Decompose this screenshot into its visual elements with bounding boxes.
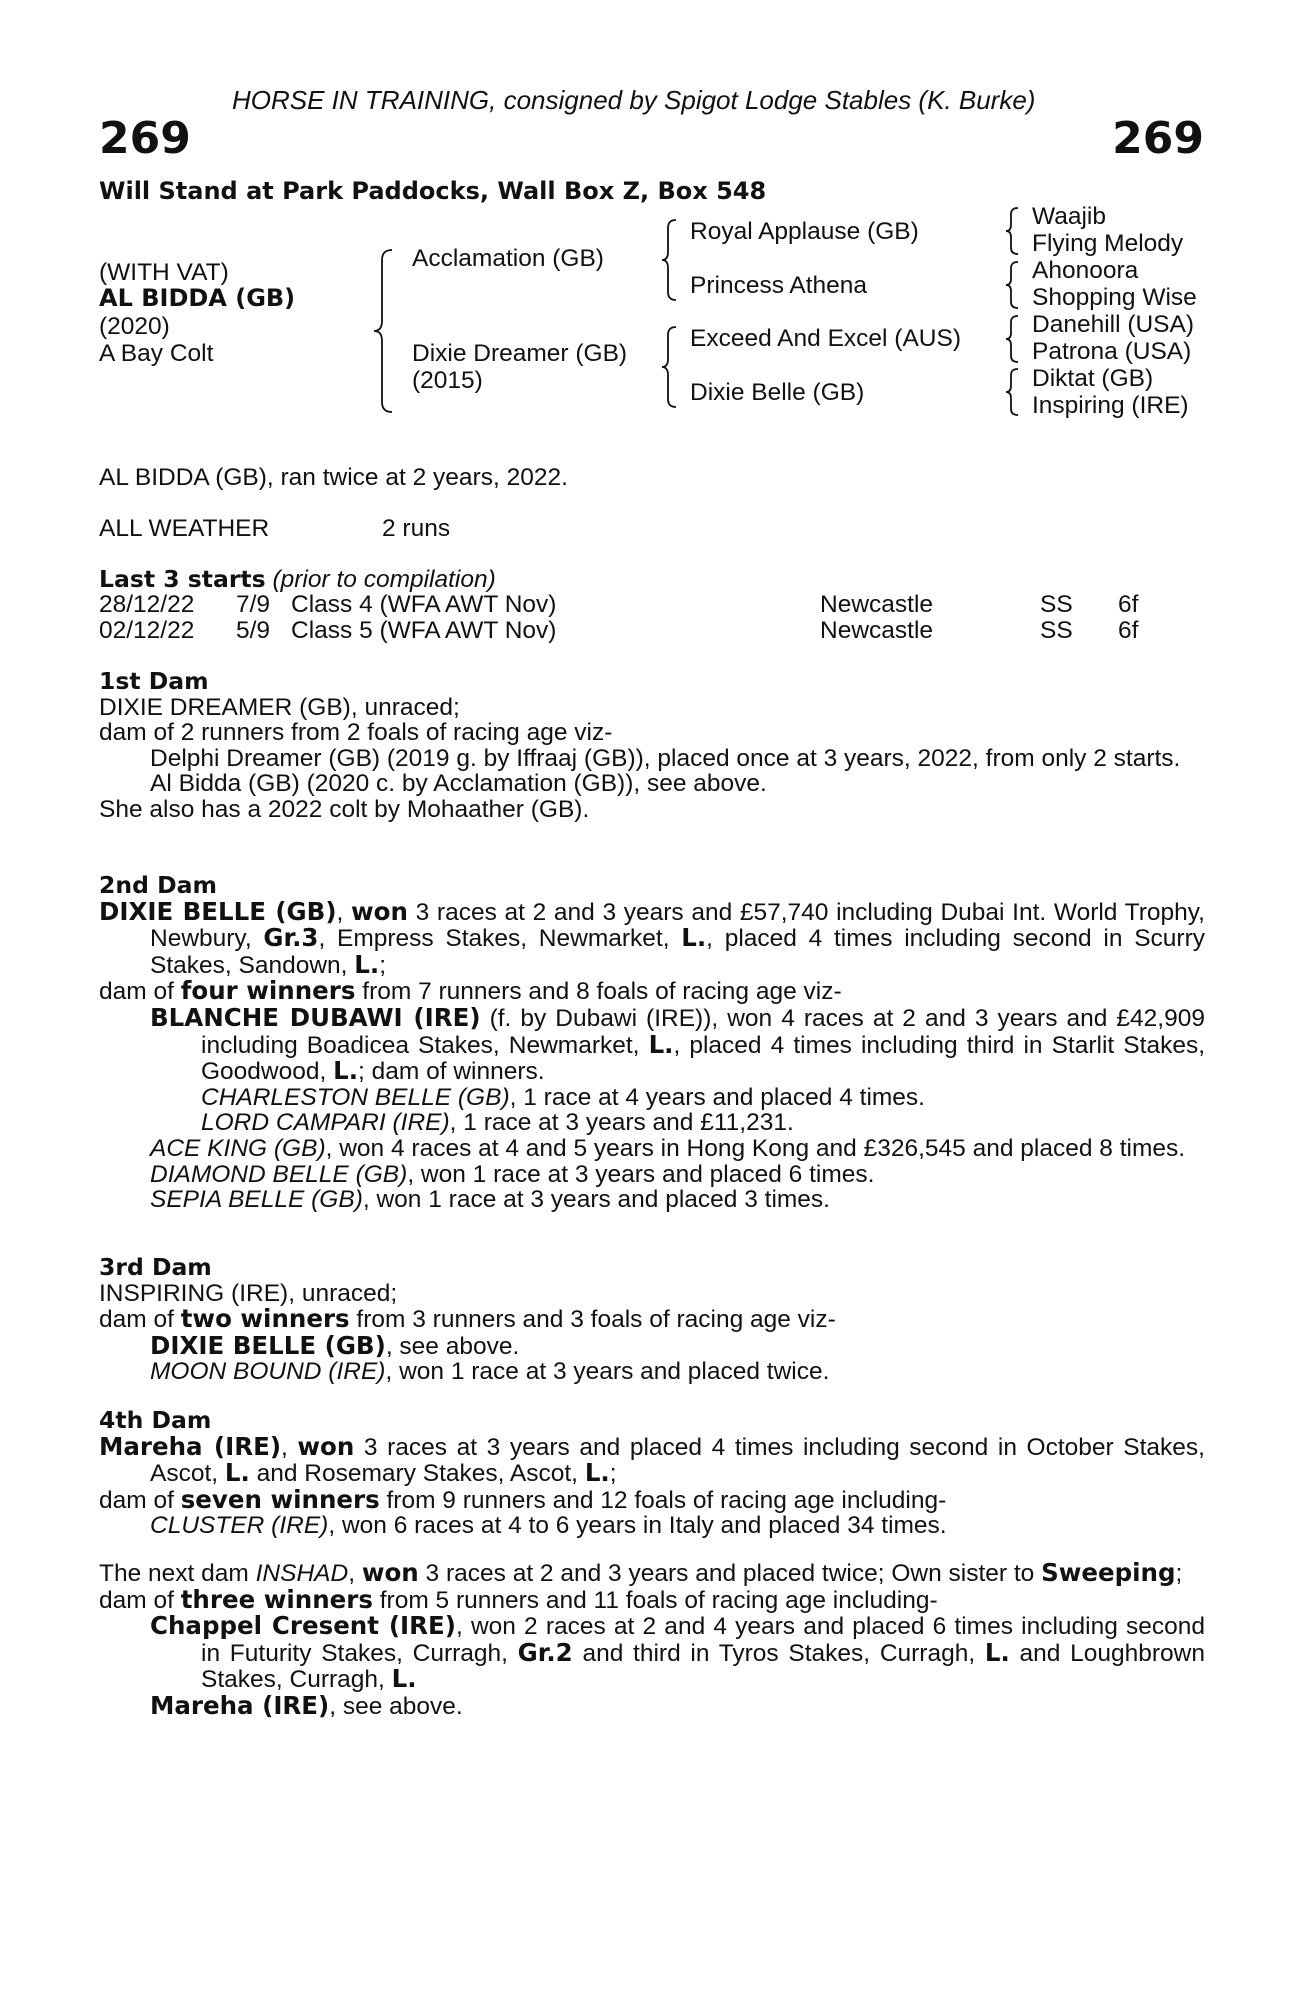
record-text: The next dam [99, 1560, 256, 1587]
pedigree-g4-5: Danehill (USA) [1032, 311, 1195, 338]
start-race: Class 4 (WFA AWT Nov) [291, 591, 557, 618]
record-text: , won 6 races at 4 to 6 years in Italy and placed 34 times. [328, 1512, 947, 1540]
first-dam-section [99, 669, 1205, 823]
sister-name: Sweeping [1041, 1558, 1176, 1587]
start-date: 02/12/22 [99, 617, 195, 644]
produce-text: from 3 runners and 3 foals of racing age viz- [349, 1306, 836, 1334]
horse-year: (2020) [99, 313, 170, 340]
won-label: won [297, 1431, 355, 1461]
pedigree-dam-dam: Dixie Belle (GB) [690, 379, 865, 406]
all-weather-value: 2 runs [382, 515, 451, 542]
group-2-label: Gr.2 [517, 1637, 573, 1667]
start-distance: 6f [1118, 617, 1139, 644]
fourth-dam-produce-line [99, 1484, 1205, 1514]
next-dam-section [99, 1560, 1205, 1720]
first-dam-note: She also has a 2022 colt by Mohaather (GB). [99, 795, 590, 823]
page-header-title: HORSE IN TRAINING, consigned by Spigot Lodge Stables (K. Burke) [232, 85, 1036, 115]
second-dam-name: DIXIE BELLE (GB) [99, 896, 337, 926]
next-dam-name: INSHAD [255, 1560, 349, 1587]
pedigree-g4-1: Waajib [1032, 203, 1106, 230]
record-text: , see above. [385, 1332, 520, 1360]
record-text: , won 1 race at 3 years and placed 3 times. [362, 1186, 830, 1214]
record-text: and third in Tyros Stakes, Curragh, [572, 1639, 985, 1667]
start-going: SS [1040, 591, 1073, 618]
record-text: , 1 race at 3 years and £11,231. [449, 1109, 794, 1137]
listed-label: L. [224, 1458, 250, 1488]
progeny-sepia-belle [99, 1187, 1205, 1213]
last-starts-heading-line [99, 567, 496, 593]
fourth-dam-name: Mareha (IRE) [99, 1431, 282, 1461]
listed-label: L. [584, 1458, 610, 1488]
progeny-blanche-dubawi [150, 1002, 1205, 1086]
fourth-dam-record: Mareha (IRE), won 3 races at 3 years and placed 4 times including second in October Stakes, Ascot, L. and Rosemary Stakes, Ascot, L.; [99, 1431, 1205, 1488]
listed-label: L. [681, 923, 707, 953]
record-text: 3 races at 3 years and placed 4 times including second in October Stakes, Ascot, [150, 1433, 1205, 1488]
third-dam-produce-line [99, 1306, 1205, 1333]
record-text: ; [379, 951, 387, 979]
record-text: 3 races at 2 and 3 years and placed twice; Own sister to [418, 1560, 1042, 1587]
record-text: , Empress Stakes, Newmarket, [318, 925, 682, 953]
first-dam-foal-1: Delphi Dreamer (GB) (2019 g. by Iffraaj (GB)), placed once at 3 years, 2022, from only 2 starts. [150, 744, 1181, 772]
record-text: ; [609, 1460, 617, 1488]
stall-location: Will Stand at Park Paddocks, Wall Box Z, Box 548 [99, 177, 767, 205]
progeny-name: SEPIA BELLE (GB) [150, 1186, 363, 1214]
pedigree-sire-dam: Princess Athena [690, 272, 868, 299]
next-dam-record: The next dam INSHAD, won 3 races at 2 and 3 years and placed twice; Own sister to Sweeping; [99, 1558, 1183, 1587]
record-text: , placed 4 times including third in Starlit Stakes, Goodwood, [201, 1031, 1205, 1086]
start-distance: 6f [1118, 591, 1139, 618]
won-label: won [361, 1558, 419, 1587]
progeny-name: Mareha (IRE) [150, 1690, 330, 1720]
pedigree-g4-3: Ahonoora [1032, 257, 1139, 284]
third-dam-heading: 3rd Dam [99, 1253, 212, 1281]
start-date: 28/12/22 [99, 591, 195, 618]
record-text: (f. by Dubawi (IRE)), won 4 races at 2 and 3 years and £42,909 including Boadicea Stakes, Newmarket, [201, 1004, 1205, 1059]
second-dam-heading: 2nd Dam [99, 871, 217, 899]
pedigree-g4-6: Patrona (USA) [1032, 338, 1192, 365]
progeny-name: DIXIE BELLE (GB) [150, 1330, 386, 1360]
start-course: Newcastle [820, 591, 934, 618]
pedigree-dam-year: (2015) [412, 367, 483, 394]
record-text: , placed 4 times including second in Scurry Stakes, Sandown, [150, 925, 1205, 979]
next-dam-produce-line [99, 1584, 1205, 1614]
last-starts-heading: Last 3 starts [99, 565, 266, 593]
record-text: , won 1 race at 3 years and placed 6 times. [407, 1160, 875, 1188]
progeny-name: CLUSTER (IRE) [150, 1512, 329, 1540]
first-dam-foal-2: Al Bidda (GB) (2020 c. by Acclamation (GB)), see above. [150, 770, 767, 798]
listed-label: L. [984, 1637, 1010, 1667]
listed-label: L. [391, 1664, 417, 1694]
progeny-name: BLANCHE DUBAWI (IRE) [150, 1002, 481, 1032]
pedigree-brace-main [372, 248, 396, 414]
lot-number-right: 269 [1112, 113, 1204, 164]
record-text: ; [1175, 1560, 1183, 1587]
all-weather-label: ALL WEATHER [99, 515, 270, 542]
pedigree-sire-sire: Royal Applause (GB) [690, 218, 919, 245]
produce-text: dam of [99, 978, 181, 1006]
record-text: and Rosemary Stakes, Ascot, [249, 1460, 585, 1488]
progeny-ace-king [99, 1136, 1205, 1162]
progeny-dixie-belle [99, 1330, 1205, 1360]
pedigree-g4-4: Shopping Wise [1032, 284, 1197, 311]
lot-number-left: 269 [99, 113, 191, 164]
record-text: , see above. [329, 1692, 463, 1720]
pedigree-dam: Dixie Dreamer (GB) [412, 340, 628, 367]
progeny-name: MOON BOUND (IRE) [150, 1358, 386, 1386]
pedigree-sire: Acclamation (GB) [412, 245, 604, 272]
first-dam-heading: 1st Dam [99, 667, 209, 695]
produce-text: dam of [99, 1586, 181, 1614]
third-dam-section [99, 1255, 1205, 1385]
fourth-dam-section [99, 1408, 1205, 1539]
record-text: and Loughbrown Stakes, Curragh, [201, 1639, 1205, 1694]
winners-count: three winners [180, 1584, 373, 1614]
record-text: , won 2 races at 2 and 4 years and placed 6 times including second in Futurity Stakes, Curragh, [201, 1613, 1205, 1667]
start-race: Class 5 (WFA AWT Nov) [291, 617, 557, 644]
progeny-lord-campari [99, 1110, 1205, 1136]
produce-text: dam of [99, 1306, 181, 1334]
progeny-diamond-belle [99, 1162, 1205, 1188]
start-position: 7/9 [236, 591, 271, 618]
last-starts-note: (prior to compilation) [272, 566, 496, 593]
winners-count: two winners [180, 1304, 350, 1334]
pedigree-g4-8: Inspiring (IRE) [1032, 392, 1189, 419]
pedigree-g4-7: Diktat (GB) [1032, 365, 1154, 392]
winners-count: four winners [180, 976, 356, 1006]
second-dam-record: DIXIE BELLE (GB), won 3 races at 2 and 3 years and £57,740 including Dubai Int. World Trophy, Newbury, Gr.3, Empress Stakes, Newmarket, L., placed 4 times including second in Scurry Stakes, Sandown, L.; [99, 896, 1205, 979]
start-going: SS [1040, 617, 1073, 644]
first-dam-produce-line: dam of 2 runners from 2 foals of racing age viz- [99, 719, 613, 747]
progeny-moon-bound [99, 1359, 1205, 1385]
progeny-name: ACE KING (GB) [150, 1134, 326, 1162]
pedigree-brace-dam [660, 325, 680, 409]
record-text: ; dam of winners. [358, 1058, 545, 1086]
listed-label: L. [648, 1029, 674, 1059]
record-text: , 1 race at 4 years and placed 4 times. [509, 1083, 925, 1111]
race-summary: AL BIDDA (GB), ran twice at 2 years, 2022. [99, 464, 568, 491]
progeny-name: CHARLESTON BELLE (GB) [201, 1083, 510, 1111]
pedigree-g4-2: Flying Melody [1032, 230, 1184, 257]
progeny-name: LORD CAMPARI (IRE) [201, 1109, 450, 1137]
third-dam-name: INSPIRING (IRE), unraced; [99, 1279, 398, 1307]
progeny-mareha [99, 1690, 1205, 1720]
record-text: 3 races at 2 and 3 years and £57,740 including Dubai Int. World Trophy, Newbury, [150, 898, 1205, 953]
pedigree-brace-g3-4 [1004, 367, 1022, 417]
start-position: 5/9 [236, 617, 271, 644]
produce-text: dam of [99, 1486, 181, 1514]
produce-text: from 5 runners and 11 foals of racing age including- [372, 1586, 938, 1614]
second-dam-produce-line [99, 978, 1205, 1005]
pedigree-brace-g3-3 [1004, 314, 1022, 364]
progeny-name: Chappel Cresent (IRE) [150, 1611, 456, 1641]
produce-text: from 7 runners and 8 foals of racing age viz- [355, 978, 842, 1006]
pedigree-dam-sire: Exceed And Excel (AUS) [690, 325, 961, 352]
progeny-charleston-belle [99, 1085, 1205, 1111]
pedigree-brace-g3-1 [1004, 206, 1022, 256]
progeny-name: DIAMOND BELLE (GB) [150, 1160, 408, 1188]
progeny-chappel-cresent [99, 1613, 1205, 1693]
group-3-label: Gr.3 [263, 923, 319, 953]
listed-label: L. [333, 1056, 359, 1086]
record-text: , won 1 race at 3 years and placed twice. [385, 1358, 830, 1386]
start-course: Newcastle [820, 617, 934, 644]
winners-count: seven winners [180, 1484, 380, 1514]
pedigree-brace-sire [660, 218, 680, 302]
progeny-cluster [99, 1513, 1205, 1539]
horse-name: AL BIDDA (GB) [99, 284, 296, 312]
fourth-dam-heading: 4th Dam [99, 1406, 212, 1434]
record-text: , won 4 races at 4 and 5 years in Hong Kong and £326,545 and placed 8 times. [325, 1134, 1186, 1162]
won-label: won [351, 896, 408, 926]
vat-status: (WITH VAT) [99, 259, 229, 286]
first-dam-name: DIXIE DREAMER (GB), unraced; [99, 693, 460, 721]
horse-description: A Bay Colt [99, 340, 214, 367]
second-dam-section [99, 873, 1205, 1213]
pedigree-brace-g3-2 [1004, 260, 1022, 310]
listed-label: L. [354, 949, 380, 979]
produce-text: from 9 runners and 12 foals of racing age including- [379, 1486, 947, 1514]
